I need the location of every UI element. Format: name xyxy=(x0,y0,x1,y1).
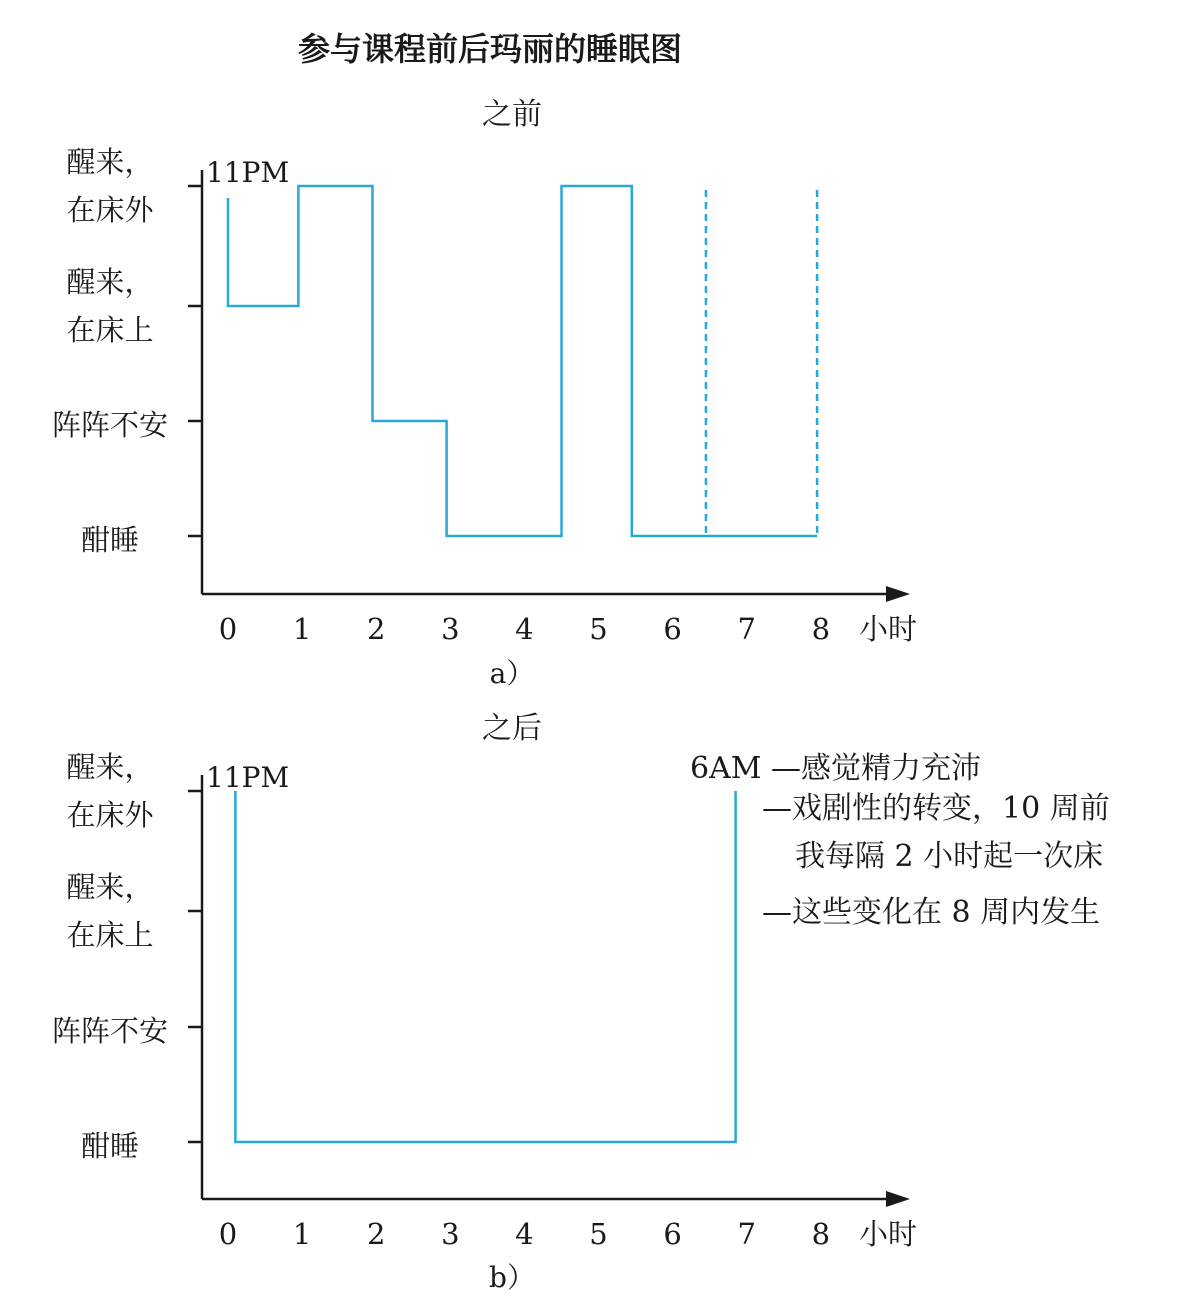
x-tick-label: 4 xyxy=(515,612,534,646)
sleep-step-line xyxy=(228,186,817,536)
x-tick-label: 7 xyxy=(737,612,756,646)
figure-title: 参与课程前后玛丽的睡眠图 xyxy=(297,30,683,68)
x-tick-label: 8 xyxy=(811,612,831,646)
y-tick-label: 醒来， xyxy=(66,870,154,904)
x-tick-label: 3 xyxy=(441,612,460,646)
annotation-text: —戏剧性的转变，10 周前 xyxy=(762,791,1110,826)
y-tick-label: 在床外 xyxy=(66,193,154,227)
sleep-step-line xyxy=(235,791,735,1142)
x-tick-label: 2 xyxy=(366,1217,386,1251)
x-tick-label: 5 xyxy=(589,612,608,646)
x-axis-arrow xyxy=(886,1191,910,1207)
x-tick-label: 6 xyxy=(663,1217,682,1251)
y-tick-label: 醒来， xyxy=(66,145,154,179)
chart-caption: b） xyxy=(489,1261,535,1294)
y-tick-label: 阵阵不安 xyxy=(51,408,169,442)
annotation-text: 6AM —感觉精力充沛 xyxy=(690,751,982,786)
start-time-label: 11PM xyxy=(206,761,290,794)
chart-subtitle: 之前 xyxy=(482,97,542,132)
x-tick-label: 1 xyxy=(292,1217,312,1251)
y-tick-label: 醒来， xyxy=(66,265,154,299)
x-tick-label: 0 xyxy=(218,1217,238,1251)
y-tick-label: 酣睡 xyxy=(80,523,140,557)
x-tick-label: 8 xyxy=(811,1217,831,1251)
x-axis-label: 小时 xyxy=(858,1217,918,1251)
annotation-text: 我每隔 2 小时起一次床 xyxy=(795,839,1104,874)
y-tick-label: 在床上 xyxy=(66,918,154,952)
x-tick-label: 4 xyxy=(515,1217,534,1251)
y-tick-label: 阵阵不安 xyxy=(51,1014,169,1048)
x-tick-label: 3 xyxy=(441,1217,460,1251)
x-tick-label: 0 xyxy=(218,612,238,646)
chart-panel-1 xyxy=(52,97,917,690)
start-time-label: 11PM xyxy=(206,156,290,189)
y-tick-label: 在床外 xyxy=(66,798,154,832)
x-tick-label: 7 xyxy=(737,1217,756,1251)
chart-panel-2 xyxy=(52,711,1110,1294)
y-tick-label: 酣睡 xyxy=(80,1129,140,1163)
x-tick-label: 6 xyxy=(663,612,682,646)
x-axis-arrow xyxy=(886,586,910,602)
x-tick-label: 2 xyxy=(366,612,386,646)
annotation-text: —这些变化在 8 周内发生 xyxy=(762,895,1101,930)
x-tick-label: 5 xyxy=(589,1217,608,1251)
x-tick-label: 1 xyxy=(292,612,312,646)
x-axis-label: 小时 xyxy=(858,612,918,646)
y-tick-label: 醒来， xyxy=(66,750,154,784)
chart-subtitle: 之后 xyxy=(482,711,542,746)
y-tick-label: 在床上 xyxy=(66,313,154,347)
chart-caption: a） xyxy=(489,657,535,690)
